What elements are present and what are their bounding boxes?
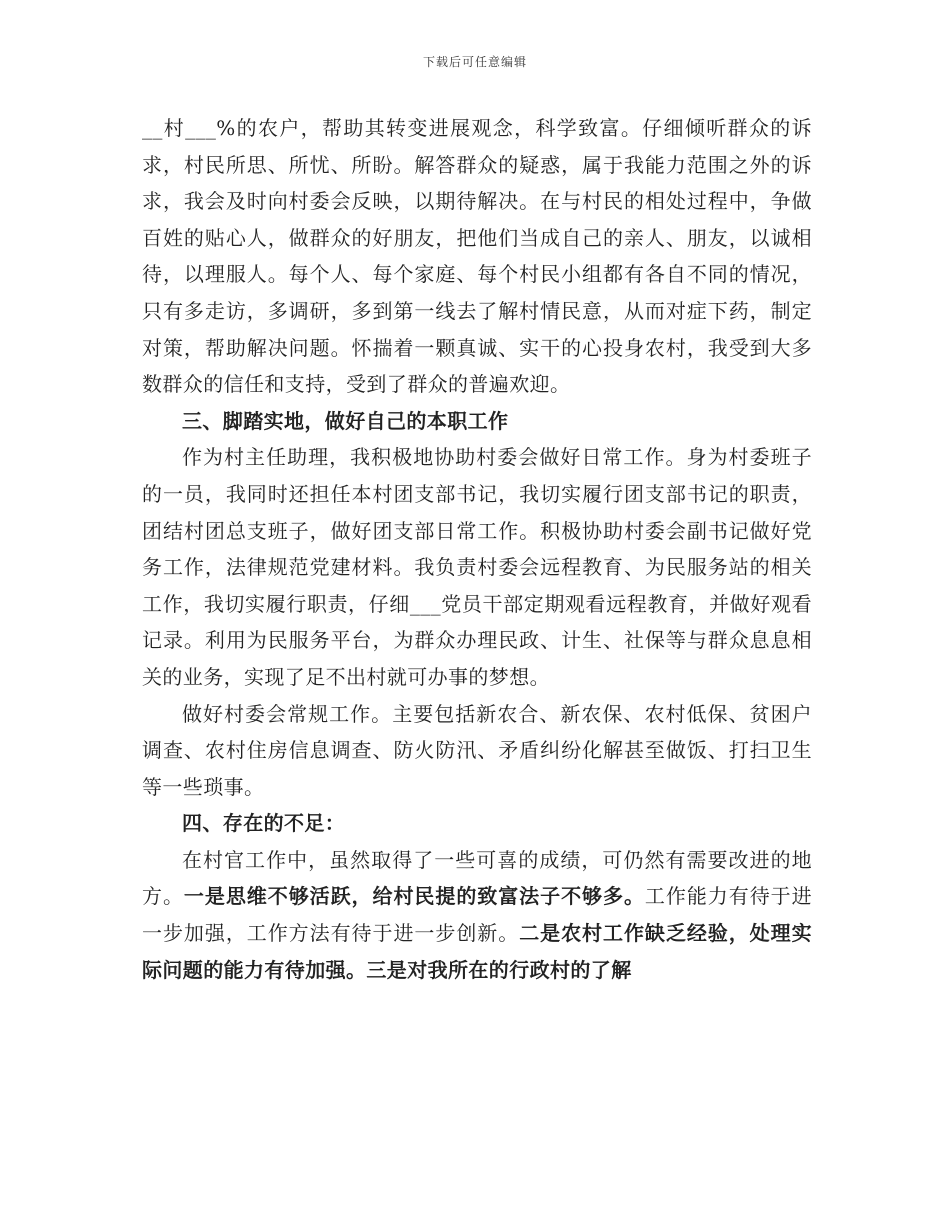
shortcoming-two-three: 二是农村工作缺乏经验，处理实际问题的能力有待加强。三是对我所在的行政村的了解 <box>142 921 812 982</box>
shortcomings-intro: 在村官工作中，虽然取得了一些可喜的成绩，可仍然有需要改进的地方。 <box>142 847 812 909</box>
section-heading-4: 四、存在的不足： <box>182 811 346 836</box>
paragraph-shortcomings <box>142 842 812 988</box>
paragraph-villager-service: __村___%的农户，帮助其转变进展观念，科学致富。仔细倾听群众的诉求，村民所思、所忧、所盼。解答群众的疑惑，属于我能力范围之外的诉求，我会及时向村委会反映，以期待解决。在与村民的相处过程中，争做百姓的贴心人，做群众的好朋友，把他们当成自己的亲人、朋友，以诚相待，以理服人。每个人、每个家庭、每个村民小组都有各自不同的情况，只有多走访，多调研，多到第一线去了解村情民意，从而对症下药，制定对策，帮助解决问题。怀揣着一颗真诚、实干的心投身农村，我受到大多数群众的信任和支持，受到了群众的普遍欢迎。 <box>142 116 812 397</box>
shortcomings-middle: 工作能力有待于进一步加强，工作方法有待于进一步创新。 <box>142 884 812 946</box>
shortcoming-one: 一是思维不够活跃，给村民提的致富法子不够多。 <box>183 884 645 909</box>
document-body <box>142 110 812 988</box>
page-header: 下载后可任意编辑 <box>422 55 527 69</box>
section-heading-3: 三、脚踏实地，做好自己的本职工作 <box>182 408 509 433</box>
paragraph-routine-work: 做好村委会常规工作。主要包括新农合、新农保、农村低保、贫困户调查、农村住房信息调查、防火防汛、矛盾纠纷化解甚至做饭、打扫卫生等一些琐事。 <box>142 701 812 799</box>
paragraph-assistant-duties: 作为村主任助理，我积极地协助村委会做好日常工作。身为村委班子的一员，我同时还担任本村团支部书记，我切实履行团支部书记的职责，团结村团总支班子，做好团支部日常工作。积极协助村委会副书记做好党务工作，法律规范党建材料。我负责村委会远程教育、为民服务站的相关工作，我切实履行职责，仔细___党员干部定期观看远程教育，并做好观看记录。利用为民服务平台，为群众办理民政、计生、社保等与群众息息相关的业务，实现了足不出村就可办事的梦想。 <box>142 445 812 689</box>
